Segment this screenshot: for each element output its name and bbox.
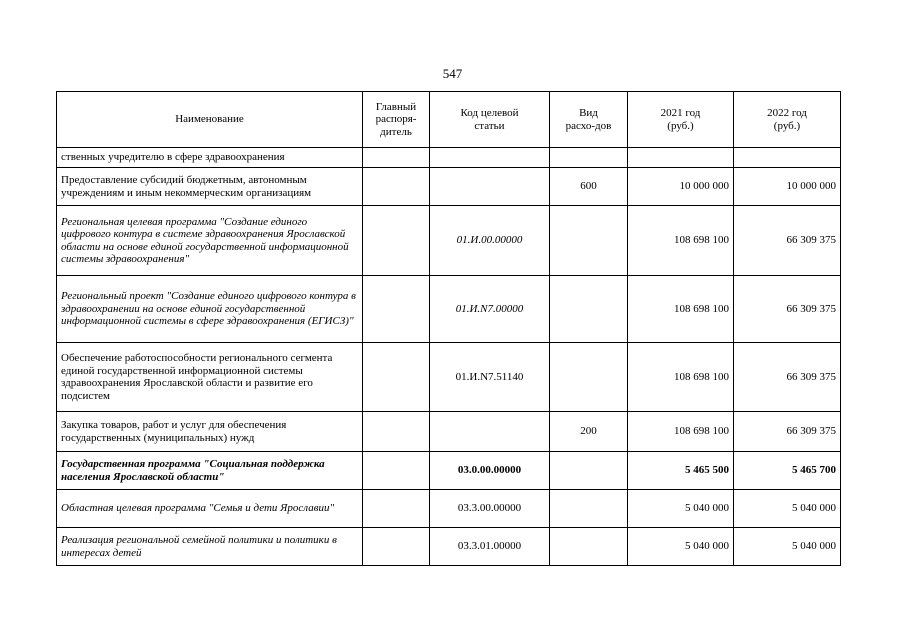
cell-grbs bbox=[363, 148, 430, 168]
cell-2022: 5 465 700 bbox=[734, 452, 841, 490]
cell-grbs bbox=[363, 206, 430, 276]
cell-2022 bbox=[734, 148, 841, 168]
cell-grbs bbox=[363, 412, 430, 452]
cell-name: Предоставление субсидий бюджетным, автономным учреждениям и иным некоммерческим организациям bbox=[57, 168, 363, 206]
cell-vr: 600 bbox=[550, 168, 628, 206]
cell-vr bbox=[550, 206, 628, 276]
cell-vr bbox=[550, 490, 628, 528]
table-row bbox=[57, 168, 841, 206]
cell-vr bbox=[550, 452, 628, 490]
cell-2021: 5 040 000 bbox=[628, 528, 734, 566]
cell-name: Обеспечение работоспособности регионального сегмента единой государственной информационной системы здравоохранения Ярославской области и развитие его подсистем bbox=[57, 343, 363, 412]
cell-code: 03.0.00.00000 bbox=[430, 452, 550, 490]
cell-vr bbox=[550, 528, 628, 566]
cell-grbs bbox=[363, 528, 430, 566]
cell-code: 01.И.00.00000 bbox=[430, 206, 550, 276]
cell-2021: 5 040 000 bbox=[628, 490, 734, 528]
header-2021: 2021 год (руб.) bbox=[628, 92, 734, 148]
cell-name: ственных учредителю в сфере здравоохранения bbox=[57, 148, 363, 168]
table-row bbox=[57, 412, 841, 452]
cell-vr bbox=[550, 148, 628, 168]
cell-code: 01.И.N7.00000 bbox=[430, 276, 550, 343]
cell-code: 01.И.N7.51140 bbox=[430, 343, 550, 412]
header-name: Наименование bbox=[57, 92, 363, 148]
table-header-row bbox=[57, 92, 841, 148]
cell-2021: 10 000 000 bbox=[628, 168, 734, 206]
cell-2022: 66 309 375 bbox=[734, 412, 841, 452]
cell-grbs bbox=[363, 452, 430, 490]
cell-vr bbox=[550, 343, 628, 412]
cell-name: Региональная целевая программа "Создание единого цифрового контура в системе здравоохранения Ярославской области на основе единой государственной информационной системы здравоохранения" bbox=[57, 206, 363, 276]
cell-code bbox=[430, 412, 550, 452]
cell-code: 03.3.00.00000 bbox=[430, 490, 550, 528]
header-grbs: Главный распоря-дитель bbox=[363, 92, 430, 148]
cell-name: Реализация региональной семейной политики и политики в интересах детей bbox=[57, 528, 363, 566]
table-row bbox=[57, 528, 841, 566]
cell-vr: 200 bbox=[550, 412, 628, 452]
cell-2021: 108 698 100 bbox=[628, 343, 734, 412]
budget-table bbox=[56, 91, 841, 566]
cell-2021: 108 698 100 bbox=[628, 276, 734, 343]
header-vr: Вид расхо-дов bbox=[550, 92, 628, 148]
cell-vr bbox=[550, 276, 628, 343]
cell-name: Государственная программа "Социальная поддержка населения Ярославской области" bbox=[57, 452, 363, 490]
table-row bbox=[57, 343, 841, 412]
cell-2022: 10 000 000 bbox=[734, 168, 841, 206]
cell-code: 03.3.01.00000 bbox=[430, 528, 550, 566]
page-number: 547 bbox=[442, 66, 463, 81]
cell-2022: 5 040 000 bbox=[734, 490, 841, 528]
table-row bbox=[57, 452, 841, 490]
cell-name: Закупка товаров, работ и услуг для обеспечения государственных (муниципальных) нужд bbox=[57, 412, 363, 452]
cell-grbs bbox=[363, 343, 430, 412]
cell-2021: 108 698 100 bbox=[628, 412, 734, 452]
cell-2022: 66 309 375 bbox=[734, 276, 841, 343]
cell-2022: 5 040 000 bbox=[734, 528, 841, 566]
cell-2022: 66 309 375 bbox=[734, 343, 841, 412]
cell-code bbox=[430, 168, 550, 206]
table-row bbox=[57, 276, 841, 343]
cell-grbs bbox=[363, 276, 430, 343]
cell-name: Областная целевая программа "Семья и дети Ярославии" bbox=[57, 490, 363, 528]
cell-2021: 108 698 100 bbox=[628, 206, 734, 276]
cell-grbs bbox=[363, 490, 430, 528]
table-row bbox=[57, 206, 841, 276]
header-2022: 2022 год (руб.) bbox=[734, 92, 841, 148]
cell-code bbox=[430, 148, 550, 168]
cell-2021 bbox=[628, 148, 734, 168]
cell-grbs bbox=[363, 168, 430, 206]
table-row bbox=[57, 490, 841, 528]
cell-2021: 5 465 500 bbox=[628, 452, 734, 490]
cell-2022: 66 309 375 bbox=[734, 206, 841, 276]
header-code: Код целевой статьи bbox=[430, 92, 550, 148]
table-row bbox=[57, 148, 841, 168]
cell-name: Региональный проект "Создание единого цифрового контура в здравоохранении на основе единой государственной информационной системы в сфере здравоохранения (ЕГИСЗ)" bbox=[57, 276, 363, 343]
